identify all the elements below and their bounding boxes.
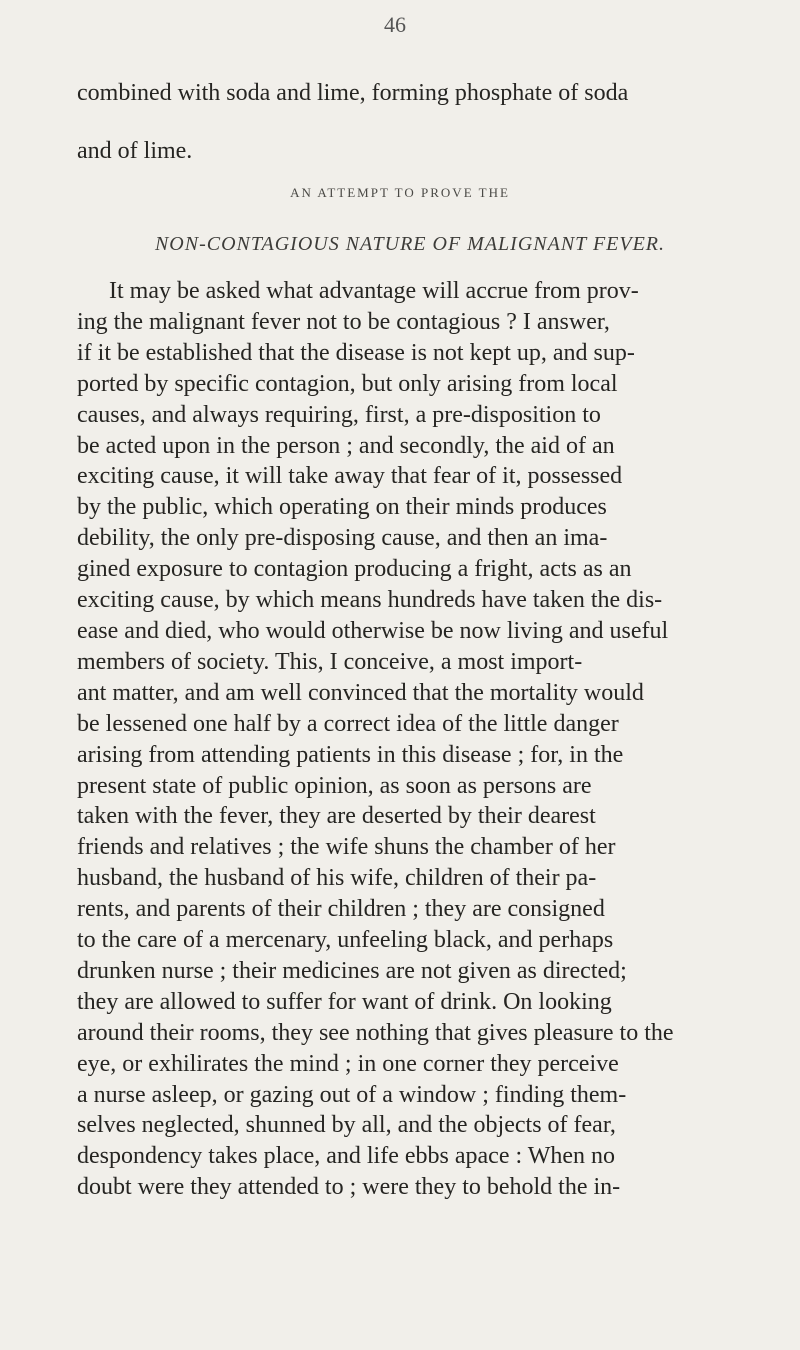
body-line: drunken nurse ; their medicines are not given as directed; <box>77 957 627 984</box>
body-line: doubt were they attended to ; were they to behold the in- <box>77 1174 621 1201</box>
body-line: ant matter, and am well convinced that the mortality would <box>77 679 644 706</box>
intro-line: combined with soda and lime, forming phosphate of soda <box>77 80 629 106</box>
body-line: a nurse asleep, or gazing out of a window ; finding them- <box>77 1081 627 1108</box>
body-line: It may be asked what advantage will accrue from prov- <box>109 278 639 304</box>
body-line: husband, the husband of his wife, children of their pa- <box>77 865 597 892</box>
body-line: be acted upon in the person ; and secondly, the aid of an <box>77 432 615 459</box>
body-line: causes, and always requiring, first, a pre-disposition to <box>77 401 601 428</box>
body-line: arising from attending patients in this disease ; for, in the <box>77 741 624 768</box>
body-line: ing the malignant fever not to be contagious ? I answer, <box>77 308 610 335</box>
body-line: friends and relatives ; the wife shuns the chamber of her <box>77 834 616 861</box>
page-number: 46 <box>384 12 406 37</box>
body-line: rents, and parents of their children ; they are consigned <box>77 896 605 923</box>
intro-line: and of lime. <box>77 138 193 164</box>
body-line: gined exposure to contagion producing a fright, acts as an <box>77 556 632 583</box>
body-line: by the public, which operating on their minds produces <box>77 494 607 521</box>
body-line: eye, or exhilirates the mind ; in one corner they perceive <box>77 1050 619 1077</box>
intro-paragraph <box>77 50 737 195</box>
body-paragraph <box>77 276 742 1203</box>
body-line: members of society. This, I conceive, a most import- <box>77 648 583 675</box>
body-line: exciting cause, by which means hundreds have taken the dis- <box>77 587 663 614</box>
body-line: ported by specific contagion, but only arising from local <box>77 370 618 397</box>
body-line: present state of public opinion, as soon as persons are <box>77 772 592 799</box>
body-line: if it be established that the disease is not kept up, and sup- <box>77 339 635 366</box>
section-heading-main: NON-CONTAGIOUS NATURE OF MALIGNANT FEVER. <box>154 233 666 255</box>
body-line: despondency takes place, and life ebbs apace : When no <box>77 1143 616 1170</box>
body-line: be lessened one half by a correct idea of the little danger <box>77 710 619 737</box>
body-line: ease and died, who would otherwise be now living and useful <box>77 617 669 644</box>
body-line: to the care of a mercenary, unfeeling black, and perhaps <box>77 927 614 954</box>
body-line: debility, the only pre-disposing cause, and then an ima- <box>77 525 608 552</box>
section-heading-small: AN ATTEMPT TO PROVE THE <box>290 185 510 200</box>
body-line: taken with the fever, they are deserted by their dearest <box>77 803 596 830</box>
body-line: around their rooms, they see nothing that gives pleasure to the <box>77 1019 674 1046</box>
body-line: they are allowed to suffer for want of drink. On looking <box>77 988 612 1015</box>
body-line: selves neglected, shunned by all, and the objects of fear, <box>77 1112 616 1139</box>
body-line: exciting cause, it will take away that fear of it, possessed <box>77 463 623 490</box>
